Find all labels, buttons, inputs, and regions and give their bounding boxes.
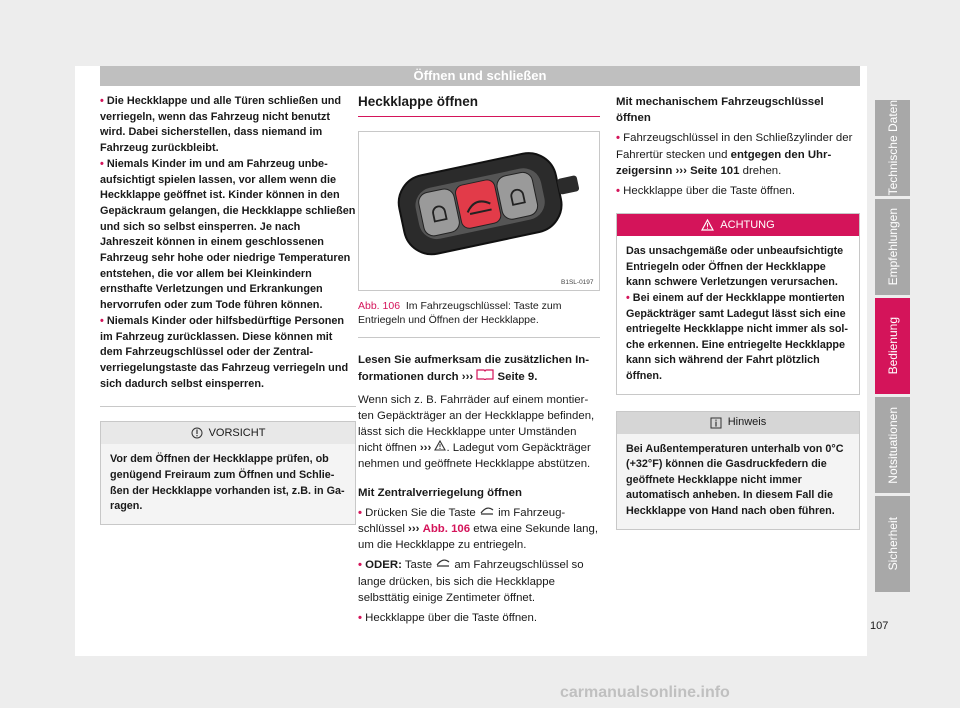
warning-text: Das unsachgemäße oder unbeaufsichtigte Entriegeln oder Öffnen der Heckklappe kann schwere Verletzungen verursachen. (626, 245, 844, 289)
tab-sicherheit[interactable] (875, 496, 910, 592)
step-bullet: • Fahrzeugschlüssel in den Schließzylinder der Fahrertür stecken und entgegen den Uhrzeigersinn ››› Seite 101 drehen. (616, 132, 853, 177)
bullet-text: drehen. (742, 164, 782, 177)
page-link[interactable]: Seite 9 (497, 371, 535, 384)
bullet-text: Taste (404, 559, 433, 572)
bullet-text: Bei einem auf der Heckklappe montierten Gepäckträger samt Ladegut lässt sich eine entriegelte Heckklappe nicht immer als solche erkennen. Eine entriegelte Heckklappe kann sich während der Fahrt plötzlich öffnen. (626, 292, 849, 382)
caution-header (101, 422, 355, 444)
body-text: . Ladegut vom Gepäckträger nehmen und geöffnete Heckklappe abstützen. (358, 442, 591, 471)
subsection-title: Mit Zentralverriegelung öffnen (358, 486, 522, 499)
read-info-paragraph: Lesen Sie aufmerksam die zusätzlichen Informationen durch ››› Seite 9. (358, 354, 590, 384)
warning-bullet: • Niemals Kinder im und am Fahrzeug unbeaufsichtigt spielen lassen, vor allem wenn die Heckklappe geöffnet ist. Kinder können in den Gepäckraum gelangen, die Heckklappe schließen und sich so selbst einsperren. Je nach Jahreszeit können in einem geschlossenen Fahrzeug sehr hohe oder niedrige Temperaturen entstehen, die vor allem bei Kleinkindern ernsthafte Verletzungen und Erkrankungen hervorrufen oder zum Tode führen können. (100, 157, 356, 312)
caption-text: Im Fahrzeugschlüssel: Taste zum Entriegeln und Öffnen der Heckklappe. (358, 300, 562, 327)
caution-label: VORSICHT (208, 427, 266, 440)
info-icon (710, 417, 722, 429)
arrow-ref: ››› (419, 442, 432, 455)
arrow-ref: ››› (408, 523, 420, 536)
column-middle (358, 94, 600, 626)
warning-bullet: • Bei einem auf der Heckklappe montierten Gepäckträger samt Ladegut lässt sich eine entriegelte Heckklappe nicht immer als solche erkennen. Eine entriegelte Heckklappe kann sich während der Fahrt plötzlich öffnen. (626, 292, 849, 382)
trunk-icon (435, 558, 451, 568)
warning-box (616, 213, 860, 394)
bullet-text: im Fahrzeugschlüssel (358, 506, 566, 536)
bullet-text: Drücken Sie die Taste (365, 506, 476, 519)
bullet-text: Niemals Kinder im und am Fahrzeug unbeaufsichtigt spielen lassen, vor allem wenn die Heckklappe geöffnet ist. Kinder können in den Gepäckraum gelangen, die Heckklappe schließen und sich so selbst einsperren. Je nach Jahreszeit können in einem geschlossenen Fahrzeug sehr hohe oder niedrige Temperaturen entstehen, die vor allem bei Kleinkindern ernsthafte Verletzungen und Erkrankungen hervorrufen oder zum Tode führen können. (100, 157, 356, 312)
trunk-icon (479, 506, 495, 516)
tab-bedienung[interactable] (875, 298, 910, 394)
step-bullet: • Heckklappe über die Taste öffnen. (616, 185, 795, 198)
tab-label: Technische Daten (885, 100, 900, 196)
bullet-text: etwa eine Sekunde lang, um die Heckklappe zu entriegeln. (358, 523, 599, 552)
tab-label: Bedienung (885, 317, 900, 375)
note-box (616, 411, 860, 530)
body-text: Wenn sich z. B. Fahrräder auf einem montierten Gepäckträger an der Heckklappe befinden, lässt sich die Heckklappe unter Umständen nicht öffnen (358, 393, 595, 455)
warning-header (617, 214, 859, 236)
bullet-emphasis: entgegen den Uhrzeigersinn (616, 148, 832, 177)
bullet-text: Niemals Kinder oder hilfsbedürftige Personen im Fahrzeug zurücklassen. Diese können mit dem Fahrzeugschlüssel oder der Zentralverriegelungstaste das Fahrzeug verriegeln und sich dadurch selbst einsperren. (100, 314, 349, 390)
tab-label: Sicherheit (885, 517, 900, 571)
tab-label: Notsituationen (885, 406, 900, 484)
column-right (616, 94, 860, 530)
book-icon (476, 368, 494, 380)
step-bullet: • Drücken Sie die Taste im Fahrzeugschlüssel ››› Abb. 106 etwa eine Sekunde lang, um die Heckklappe zu entriegeln. (358, 506, 599, 552)
warning-bullet: • Die Heckklappe und alle Türen schließen und verriegeln, wenn das Fahrzeug nicht benutzt wird. Dabei sicherstellen, dass niemand im Fahrzeug zurückbleibt. (100, 95, 342, 155)
page-header: Öffnen und schließen (100, 66, 860, 86)
figure-caption (358, 299, 600, 338)
warning-label: ACHTUNG (720, 219, 775, 232)
tab-technische-daten[interactable] (875, 100, 910, 196)
warning-body (617, 236, 859, 393)
caption-label: Abb. 106 (358, 300, 401, 313)
bullet-text: Die Heckklappe und alle Türen schließen und verriegeln, wenn das Fahrzeug nicht benutzt wird. Dabei sicherstellen, dass niemand im Fahrzeug zurückbleibt. (100, 95, 342, 155)
watermark: carmanualsonline.info (560, 684, 730, 701)
subsection-title: Mit mechanischem Fahrzeugschlüssel öffnen (616, 96, 824, 125)
warning-triangle-icon (434, 440, 446, 451)
key-figure (358, 131, 600, 291)
figure-link[interactable]: Abb. 106 (422, 523, 471, 536)
bullet-text: Fahrzeugschlüssel in den Schließzylinder der Fahrertür stecken und (616, 132, 853, 161)
caution-text: Vor dem Öffnen der Heckklappe prüfen, ob genügend Freiraum zum Öffnen und Schließen der Heckklappe vorhanden ist, z.B. in Garagen. (110, 453, 345, 513)
or-label: ODER: (365, 559, 402, 572)
page-number: 107 (870, 620, 889, 632)
note-text: Bei Außentemperaturen unterhalb von 0°C (+32°F) können die Gasdruckfedern die geöffnete Heckklappe nicht immer automatisch anheben. In diesem Fall die Heckklappe von Hand nach oben führen. (626, 442, 844, 517)
section-title: Heckklappe öffnen (358, 94, 600, 117)
caution-box (100, 421, 356, 524)
page-link[interactable]: Seite 101 (690, 164, 740, 177)
arrow-ref: ››› (675, 164, 687, 177)
bullet-text: am Fahrzeugschlüssel so lange drücken, bis sich die Heckklappe selbsttätig einige Zentimeter öffnet. (358, 559, 584, 604)
step-bullet: • Heckklappe über die Taste öffnen. (358, 612, 537, 625)
car-key-illustration (359, 132, 599, 290)
info-circle-icon (191, 427, 203, 439)
step-bullet: • ODER: Taste am Fahrzeugschlüssel so lange drücken, bis sich die Heckklappe selbsttätig einige Zentimeter öffnet. (358, 559, 584, 604)
column-left (100, 94, 356, 525)
arrow-ref: ››› (461, 371, 474, 384)
tab-notsituationen[interactable] (875, 397, 910, 493)
chapter-tabs (875, 100, 910, 595)
read-info-text: Lesen Sie aufmerksam die zusätzlichen Informationen durch (358, 354, 590, 384)
body-paragraph (358, 392, 600, 473)
bullet-text: Heckklappe über die Taste öffnen. (365, 612, 537, 625)
tab-label: Empfehlungen (885, 208, 900, 286)
note-header (617, 412, 859, 434)
warning-triangle-icon (701, 219, 714, 231)
figure-code: B1SL-0197 (561, 279, 594, 287)
tab-empfehlungen[interactable] (875, 199, 910, 295)
note-label: Hinweis (727, 416, 767, 429)
warning-bullet: • Niemals Kinder oder hilfsbedürftige Personen im Fahrzeug zurücklassen. Diese können mit dem Fahrzeugschlüssel oder der Zentralverriegelungstaste das Fahrzeug verriegeln und sich dadurch selbst einsperren. (100, 314, 349, 390)
bullet-text: Heckklappe über die Taste öffnen. (623, 185, 795, 198)
